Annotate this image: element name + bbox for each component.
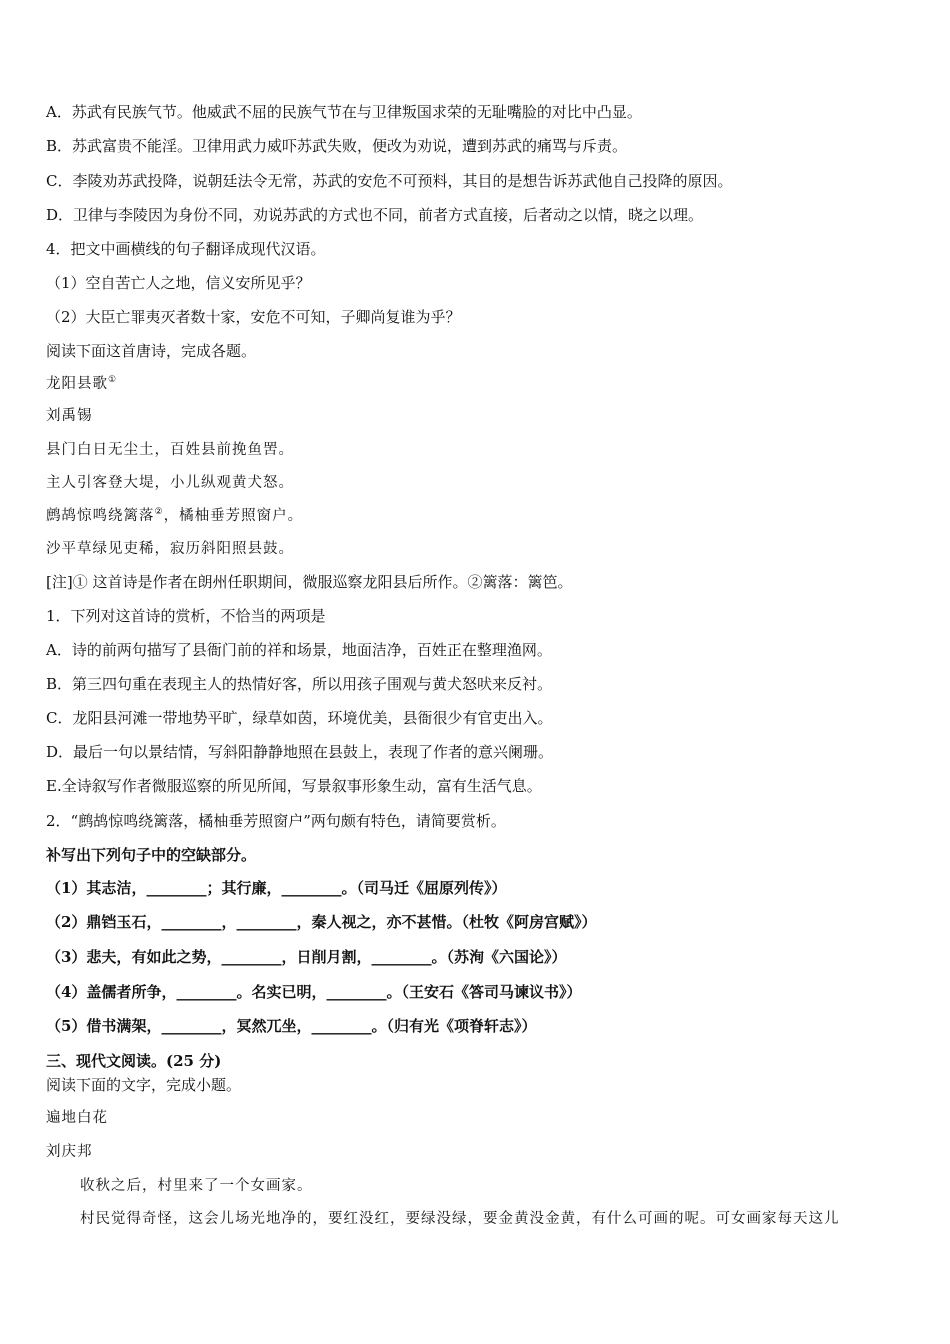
poem-line-2: 主人引客登大堤，小儿纵观黄犬怒。	[46, 475, 294, 491]
poem-line-3-part-b: ，橘柚垂芳照窗户。	[163, 508, 304, 524]
q3-option-c: C．李陵劝苏武投降，说朝廷法令无常，苏武的安危不可预料，其目的是想告诉苏武他自己投降的原因。	[46, 172, 733, 190]
poem-q1-option-d: D．最后一句以景结情，写斜阳静静地照在县鼓上，表现了作者的意兴阑珊。	[46, 743, 554, 761]
poem-title-text: 龙阳县歌	[46, 376, 108, 392]
poem-q1-option-b: B．第三四句重在表现主人的热情好客，所以用孩子围观与黄犬怒吠来反衬。	[46, 675, 553, 693]
poem-q1-option-a: A．诗的前两句描写了县衙门前的祥和场景，地面洁净，百姓正在整理渔网。	[46, 641, 552, 659]
fill-blank-item-3: （3）悲夫，有如此之势，________，日削月割，________。（苏洵《六国论》）	[46, 948, 567, 966]
poem-line-3-note: ②	[154, 507, 164, 518]
story-paragraph-2: 村民觉得奇怪，这会儿场光地净的，要红没红，要绿没绿，要金黄没金黄，有什么可画的呢。可女画家每天这儿	[80, 1211, 840, 1227]
poem-line-4: 沙平草绿见吏稀，寂历斜阳照县鼓。	[46, 541, 294, 557]
q4-sentence-2: （2）大臣亡罪夷灭者数十家，安危不可知，子卿尚复谁为乎？	[46, 308, 461, 326]
poem-line-3	[46, 506, 920, 526]
fill-blank-item-4: （4）盖儒者所争，________。名实已明，________。（王安石《答司马谏议书》）	[46, 983, 582, 1001]
poem-q1-option-c: C．龙阳县河滩一带地势平旷，绿草如茵，环境优美，县衙很少有官吏出入。	[46, 709, 553, 727]
q3-option-d: D．卫律与李陵因为身份不同，劝说苏武的方式也不同，前者方式直接，后者动之以情，晓之以理。	[46, 206, 704, 224]
poem-q2-prompt: 2．“鹧鸪惊鸣绕篱落，橘柚垂芳照窗户”两句颇有特色，请简要赏析。	[46, 812, 506, 830]
poem-q1-option-e: E.全诗叙写作者微服巡察的所见所闻，写景叙事形象生动，富有生活气息。	[46, 777, 542, 795]
poem-intro: 阅读下面这首唐诗，完成各题。	[46, 342, 257, 360]
section-3-heading: 三、现代文阅读。(25 分)	[46, 1052, 222, 1070]
poem-q1-prompt: 1．下列对这首诗的赏析，不恰当的两项是	[46, 607, 326, 625]
story-paragraph-1: 收秋之后，村里来了一个女画家。	[80, 1178, 313, 1194]
poem-author: 刘禹锡	[46, 408, 93, 424]
story-title: 遍地白花	[46, 1110, 108, 1126]
poem-annotation: [注]① 这首诗是作者在朗州任职期间，微服巡察龙阳县后所作。②篱落：篱笆。	[46, 573, 573, 591]
poem-line-1: 县门白日无尘土，百姓县前挽鱼罟。	[46, 442, 294, 458]
fill-blanks-heading: 补写出下列句子中的空缺部分。	[46, 846, 257, 864]
fill-blank-item-5: （5）借书满架，________，冥然兀坐，________。（归有光《项脊轩志》）	[46, 1017, 537, 1035]
fill-blank-item-2: （2）鼎铛玉石，________，________，秦人视之，亦不甚惜。（杜牧《阿房宫赋》）	[46, 913, 597, 931]
q4-prompt: 4．把文中画横线的句子翻译成现代汉语。	[46, 240, 326, 258]
q3-option-b: B．苏武富贵不能淫。卫律用武力威吓苏武失败，便改为劝说，遭到苏武的痛骂与斥责。	[46, 137, 628, 155]
fill-blank-item-1: （1）其志洁，________；其行廉，________。（司马迁《屈原列传》）	[46, 879, 507, 897]
poem-line-3-part-a: 鹧鸪惊鸣绕篱落	[46, 508, 155, 524]
story-author: 刘庆邦	[46, 1144, 93, 1160]
poem-title	[46, 374, 920, 394]
q3-option-a: A．苏武有民族气节。他威武不屈的民族气节在与卫律叛国求荣的无耻嘴脸的对比中凸显。	[46, 103, 642, 121]
q4-sentence-1: （1）空自苦亡人之地，信义安所见乎？	[46, 274, 311, 292]
section-3-intro: 阅读下面的文字，完成小题。	[46, 1076, 242, 1094]
poem-title-note: ①	[108, 375, 118, 386]
